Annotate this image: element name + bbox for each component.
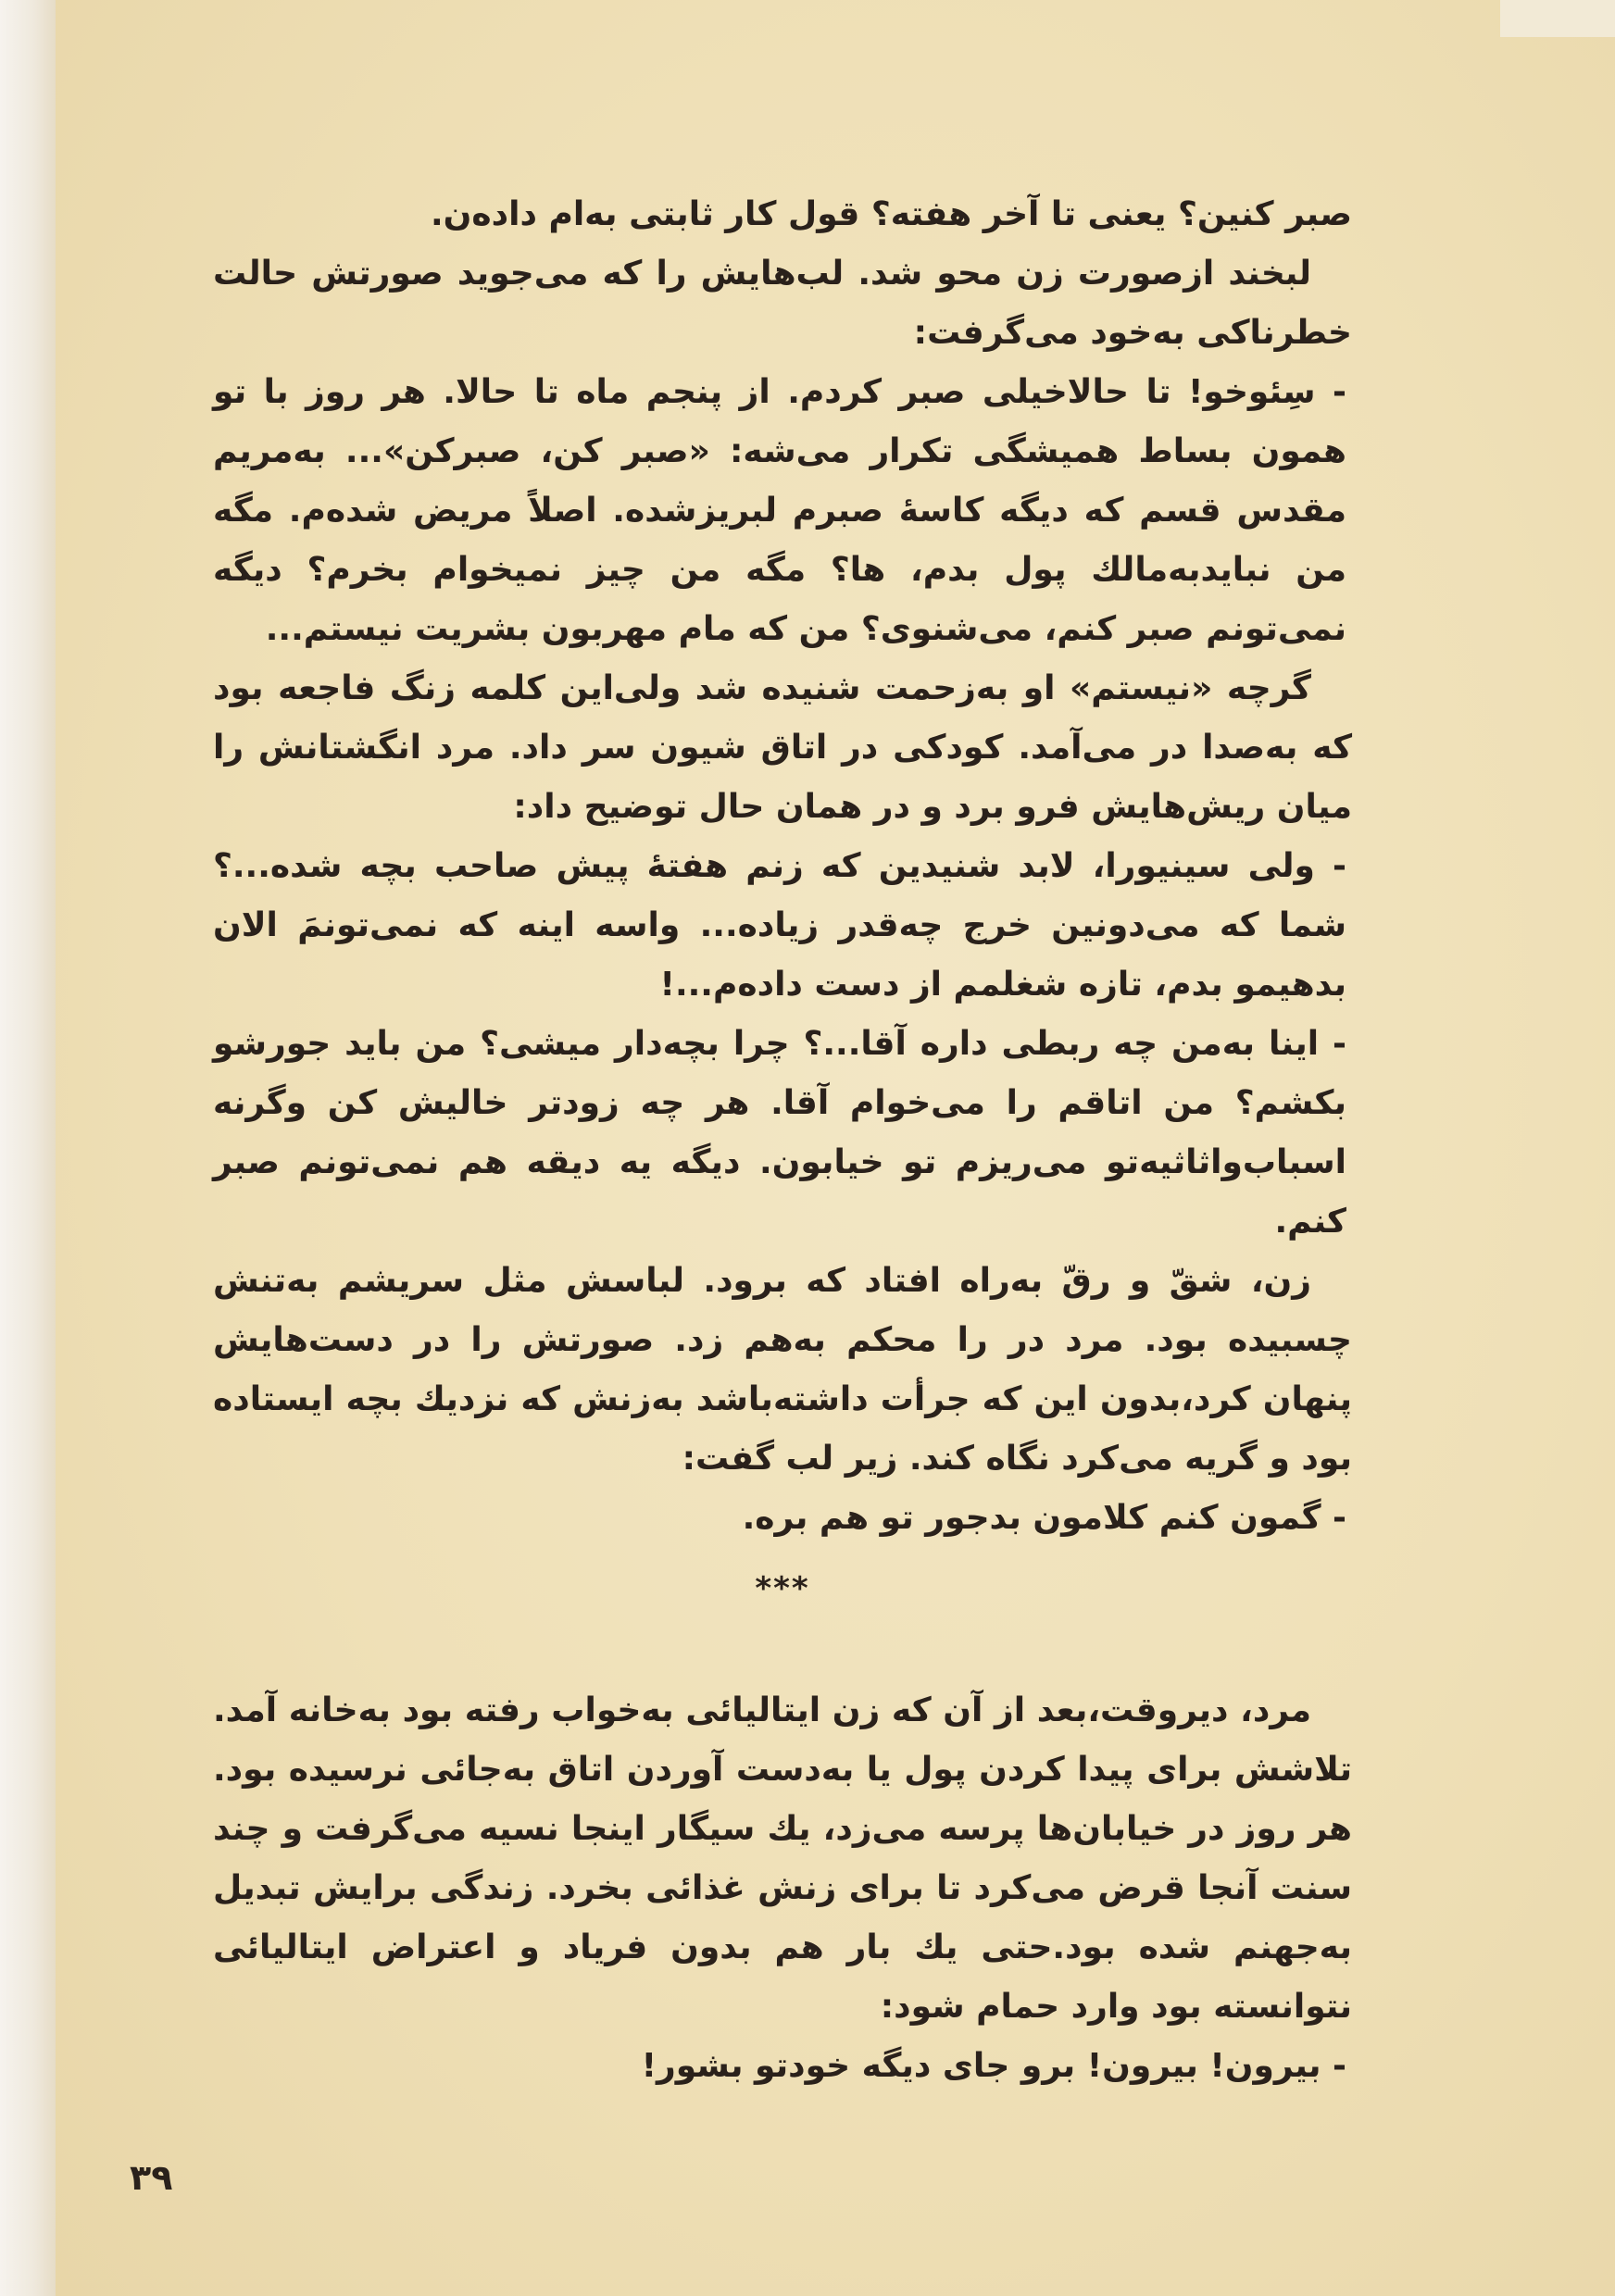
page-number: ۳۹ <box>130 2157 173 2198</box>
paragraph-9: مرد، دیروقت،بعد از آن که زن ایتالیائی به‌خواب رفته بود به‌خانه آمد. تلاشش برای پیدا کردن پول یا به‌دست آوردن اتاق به‌جائی نرسیده بود. هر روز در خیابان‌ها پرسه می‌زد، یك سیگار اینجا نسیه می‌گرفت و چند سنت آنجا قرض می‌کرد تا برای زنش غذائی بخرد. زندگی برایش تبدیل به‌جهنم شده بود.حتی یك بار هم بدون فریاد و اعتراض ایتالیائی نتوانسته بود وارد حمام شود: <box>213 1691 1352 2026</box>
section-separator: *** <box>755 1570 810 1607</box>
paragraph-1: صبر کنین؟ یعنی تا آخر هفته؟ قول کار ثابتی به‌ام داده‌ن. <box>430 195 1352 233</box>
paragraph-6: - اینا به‌من چه ربطی داره آقا...؟ چرا بچه‌دار میشی؟ من باید جورشو بکشم؟ من اتاقم را می‌خوام آقا. هر چه زودتر خالیش کن وگرنه اسباب‌واثاثیه‌تو می‌ریزم تو خیابون. دیگه یه دیقه هم نمی‌تونم صبر کنم. <box>213 1025 1346 1241</box>
paragraph-4: گرچه «نیستم» او به‌زحمت شنیده شد ولی‌این کلمه زنگ فاجعه بود که به‌صدا در می‌آمد. کودکی در اتاق شیون سر داد. مرد انگشتانش را میان ریش‌هایش فرو برد و در همان حال توضیح داد: <box>213 669 1352 826</box>
page-text <box>213 185 1352 2096</box>
scan-background-strip <box>0 0 56 2296</box>
paragraph-10: - بیرون! بیرون! برو جای دیگه خودتو بشور! <box>641 2047 1346 2085</box>
paragraph-8: - گمون کنم کلامون بدجور تو هم بره. <box>742 1499 1346 1537</box>
paragraph-2: لبخند ازصورت زن محو شد. لب‌هایش را که می‌جوید صورتش حالت خطرناکی به‌خود می‌گرفت: <box>213 255 1352 352</box>
paragraph-5: - ولی سینیورا، لابد شنیدین که زنم هفتهٔ پیش صاحب بچه شده...؟ شما که می‌دونین خرج چه‌قدر زیاده... واسه اینه که نمی‌تونمَ الان بدهیمو بدم، تازه شغلمم از دست داده‌م...! <box>213 847 1346 1004</box>
paragraph-3: - سِئوخو! تا حالاخیلی صبر کردم. از پنجم ماه تا حالا. هر روز با تو همون بساط همیشگی تکرار می‌شه: «صبر کن، صبرکن»... به‌مریم مقدس قسم که دیگه کاسهٔ صبرم لبریزشده. اصلاً مریض شده‌م. مگه من نبایدبه‌مالك پول بدم، ها؟ مگه من چیز نمیخوام بخرم؟ دیگه نمی‌تونم صبر کنم، می‌شنوی؟ من که مام مهربون بشریت نیستم... <box>213 373 1346 648</box>
page-edge <box>1500 0 1615 37</box>
paragraph-7: زن، شقّ و رقّ به‌راه افتاد که برود. لباسش مثل سریشم به‌تنش چسبیده بود. مرد در را محکم به‌هم زد. صورتش را در دست‌هایش پنهان کرد،بدون این که جرأت داشته‌باشد به‌زنش که نزدیك بچه ایستاده بود و گریه می‌کرد نگاه کند. زیر لب گفت: <box>213 1262 1352 1478</box>
